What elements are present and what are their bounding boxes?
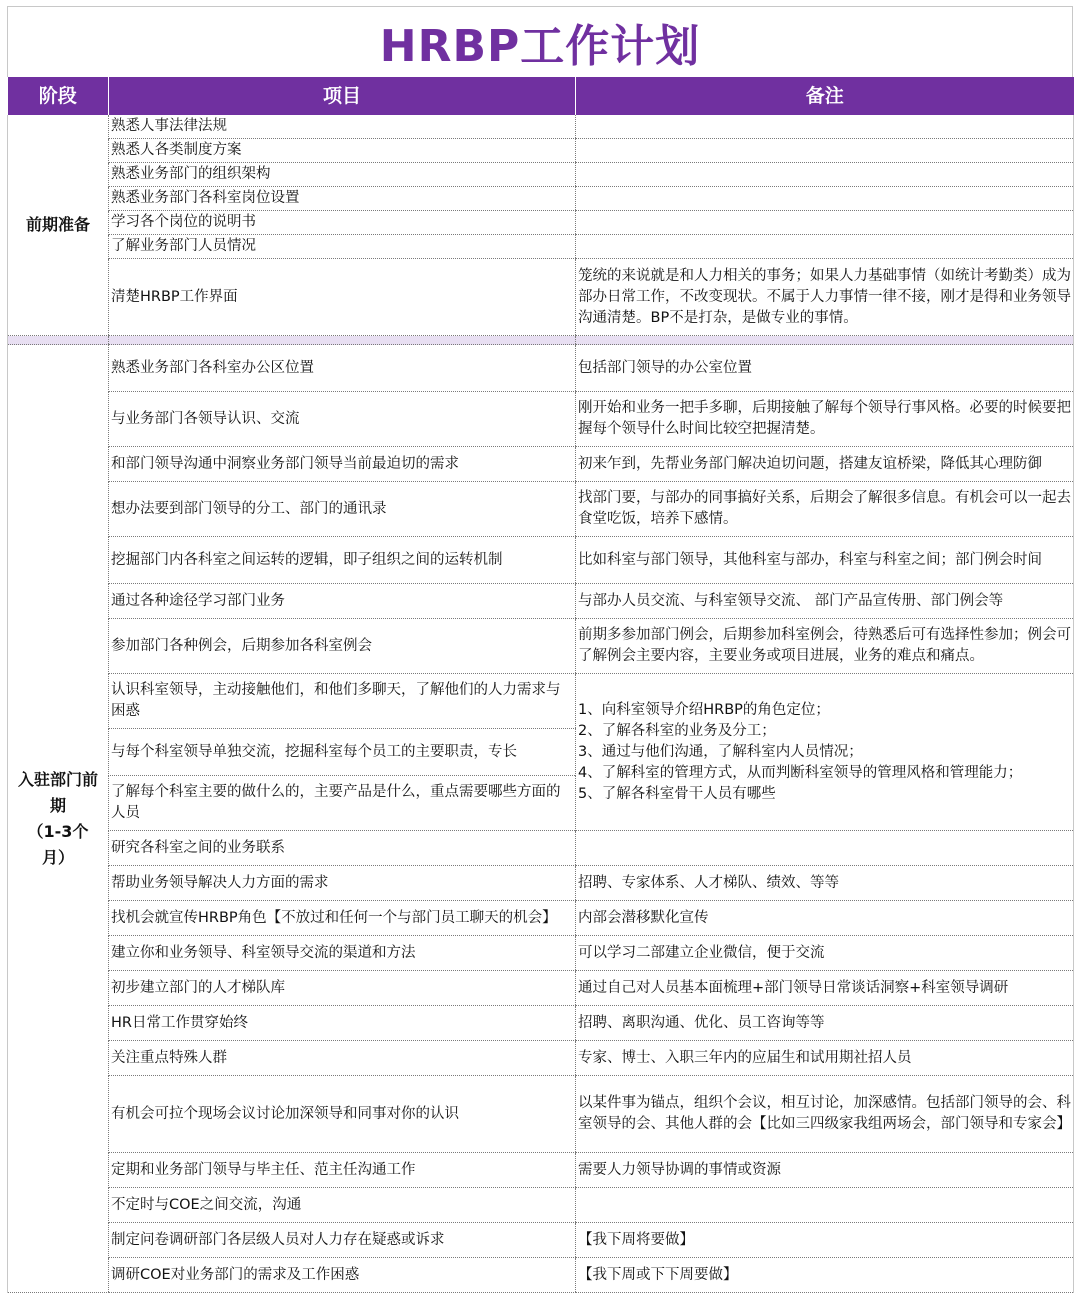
- item-cell: 认识科室领导，主动接触他们，和他们多聊天，了解他们的人力需求与困惑: [109, 674, 576, 729]
- table-row: [8, 971, 1074, 1006]
- item-cell: 关注重点特殊人群: [109, 1041, 576, 1076]
- table-row: [8, 1041, 1074, 1076]
- note-cell-merged: [576, 674, 1074, 831]
- note-cell: 可以学习二部建立企业微信，便于交流: [576, 936, 1074, 971]
- item-cell: 想办法要到部门领导的分工、部门的通讯录: [109, 482, 576, 537]
- note-cell: 招聘、离职沟通、优化、员工咨询等等: [576, 1006, 1074, 1041]
- item-cell: 熟悉业务部门各科室岗位设置: [109, 187, 576, 211]
- item-cell: 建立你和业务领导、科室领导交流的渠道和方法: [109, 936, 576, 971]
- stage-cell-onboard: [8, 345, 109, 1293]
- item-cell: 通过各种途径学习部门业务: [109, 584, 576, 619]
- note-cell: 【我下周或下下周要做】: [576, 1258, 1074, 1293]
- note-cell: 需要人力领导协调的事情或资源: [576, 1153, 1074, 1188]
- note-cell: 与部办人员交流、与科室领导交流、 部门产品宣传册、部门例会等: [576, 584, 1074, 619]
- note-cell: 前期多参加部门例会，后期参加科室例会，待熟悉后可有选择性参加；例会可了解例会主要内容，主要业务或项目进展，业务的难点和痛点。: [576, 619, 1074, 674]
- plan-table: [7, 77, 1074, 1293]
- note-line: 2、了解各科室的业务及分工；: [578, 722, 776, 739]
- table-row: [8, 482, 1074, 537]
- title-row: [7, 6, 1073, 77]
- item-cell: 不定时与COE之间交流，沟通: [109, 1188, 576, 1223]
- note-cell: [576, 211, 1074, 235]
- note-line: 5、了解各科室骨干人员有哪些: [578, 785, 776, 802]
- note-line: 3、通过与他们沟通，了解科室内人员情况；: [578, 743, 863, 760]
- note-cell: 【我下周将要做】: [576, 1223, 1074, 1258]
- table-row: [8, 866, 1074, 901]
- stage-label-line1: 入驻部门前: [17, 769, 98, 789]
- header-row: [8, 77, 1074, 115]
- table-row: [8, 345, 1074, 392]
- note-cell: 比如科室与部门领导，其他科室与部办，科室与科室之间；部门例会时间: [576, 537, 1074, 584]
- table-row: [8, 259, 1074, 336]
- item-cell: HR日常工作贯穿始终: [109, 1006, 576, 1041]
- table-row: [8, 537, 1074, 584]
- note-cell: 笼统的来说就是和人力相关的事务；如果人力基础事情（如统计考勤类）成为部办日常工作，不改变现状。不属于人力事情一律不接，刚才是得和业务领导沟通清楚。BP不是打杂，是做专业的事情。: [576, 259, 1074, 336]
- header-stage: 阶段: [8, 77, 109, 115]
- note-cell: [576, 163, 1074, 187]
- item-cell: 找机会就宣传HRBP角色【不放过和任何一个与部门员工聊天的机会】: [109, 901, 576, 936]
- note-line: 1、向科室领导介绍HRBP的角色定位；: [578, 701, 830, 718]
- note-cell: 刚开始和业务一把手多聊，后期接触了解每个领导行事风格。必要的时候要把握每个领导什么时间比较空把握清楚。: [576, 392, 1074, 447]
- table-row: [8, 211, 1074, 235]
- table-row: [8, 1076, 1074, 1153]
- section-separator: [8, 336, 1074, 345]
- header-note: 备注: [576, 77, 1074, 115]
- item-cell: 有机会可拉个现场会议讨论加深领导和同事对你的认识: [109, 1076, 576, 1153]
- table-row: [8, 1258, 1074, 1293]
- table-row: [8, 831, 1074, 866]
- note-cell: 招聘、专家体系、人才梯队、绩效、等等: [576, 866, 1074, 901]
- note-cell: [576, 1188, 1074, 1223]
- item-cell: 帮助业务领导解决人力方面的需求: [109, 866, 576, 901]
- table-row: [8, 163, 1074, 187]
- note-cell: 专家、博士、入职三年内的应届生和试用期社招人员: [576, 1041, 1074, 1076]
- page-title: HRBP工作计划: [379, 21, 701, 72]
- table-row: [8, 936, 1074, 971]
- item-cell: 和部门领导沟通中洞察业务部门领导当前最迫切的需求: [109, 447, 576, 482]
- item-cell: 与每个科室领导单独交流，挖掘科室每个员工的主要职责，专长: [109, 729, 576, 776]
- item-cell: 学习各个岗位的说明书: [109, 211, 576, 235]
- item-cell: 制定问卷调研部门各层级人员对人力存在疑惑或诉求: [109, 1223, 576, 1258]
- item-cell: 研究各科室之间的业务联系: [109, 831, 576, 866]
- note-cell: 内部会潜移默化宣传: [576, 901, 1074, 936]
- table-row: [8, 235, 1074, 259]
- note-cell: 包括部门领导的办公室位置: [576, 345, 1074, 392]
- stage-label-line3: （1-3个: [27, 821, 89, 841]
- item-cell: 清楚HRBP工作界面: [109, 259, 576, 336]
- table-row: [8, 115, 1074, 139]
- item-cell: 初步建立部门的人才梯队库: [109, 971, 576, 1006]
- note-cell: [576, 115, 1074, 139]
- note-cell: 找部门要，与部办的同事搞好关系，后期会了解很多信息。有机会可以一起去食堂吃饭，培养下感情。: [576, 482, 1074, 537]
- table-row: [8, 619, 1074, 674]
- note-cell: 通过自己对人员基本面梳理+部门领导日常谈话洞察+科室领导调研: [576, 971, 1074, 1006]
- note-cell: [576, 139, 1074, 163]
- item-cell: 参加部门各种例会，后期参加各科室例会: [109, 619, 576, 674]
- item-cell: 熟悉人事法律法规: [109, 115, 576, 139]
- note-cell: [576, 187, 1074, 211]
- header-item: 项目: [109, 77, 576, 115]
- table-row: [8, 1153, 1074, 1188]
- spreadsheet: [7, 6, 1073, 1293]
- table-row: [8, 447, 1074, 482]
- item-cell: 与业务部门各领导认识、交流: [109, 392, 576, 447]
- stage-cell-prep: 前期准备: [8, 115, 109, 336]
- table-row: [8, 139, 1074, 163]
- item-cell: 了解业务部门人员情况: [109, 235, 576, 259]
- table-row: [8, 1006, 1074, 1041]
- table-row: [8, 392, 1074, 447]
- note-cell: [576, 831, 1074, 866]
- item-cell: 调研COE对业务部门的需求及工作困惑: [109, 1258, 576, 1293]
- item-cell: 挖掘部门内各科室之间运转的逻辑，即子组织之间的运转机制: [109, 537, 576, 584]
- stage-label-line4: 月）: [41, 847, 74, 867]
- stage-label-line2: 期: [49, 795, 66, 815]
- note-cell: 以某件事为锚点，组织个会议，相互讨论，加深感情。包括部门领导的会、科室领导的会、其他人群的会【比如三四级家我组两场会，部门领导和专家会】: [576, 1076, 1074, 1153]
- item-cell: 熟悉人各类制度方案: [109, 139, 576, 163]
- item-cell: 熟悉业务部门的组织架构: [109, 163, 576, 187]
- item-cell: 定期和业务部门领导与毕主任、范主任沟通工作: [109, 1153, 576, 1188]
- item-cell: 熟悉业务部门各科室办公区位置: [109, 345, 576, 392]
- table-row: [8, 584, 1074, 619]
- table-row: [8, 1223, 1074, 1258]
- note-line: 4、了解科室的管理方式，从而判断科室领导的管理风格和管理能力；: [578, 764, 1023, 781]
- note-cell: 初来乍到，先帮业务部门解决迫切问题，搭建友谊桥梁，降低其心理防御: [576, 447, 1074, 482]
- item-cell: 了解每个科室主要的做什么的，主要产品是什么，重点需要哪些方面的人员: [109, 776, 576, 831]
- table-row: [8, 901, 1074, 936]
- table-row: [8, 187, 1074, 211]
- note-cell: [576, 235, 1074, 259]
- table-row: [8, 1188, 1074, 1223]
- table-row: [8, 674, 1074, 729]
